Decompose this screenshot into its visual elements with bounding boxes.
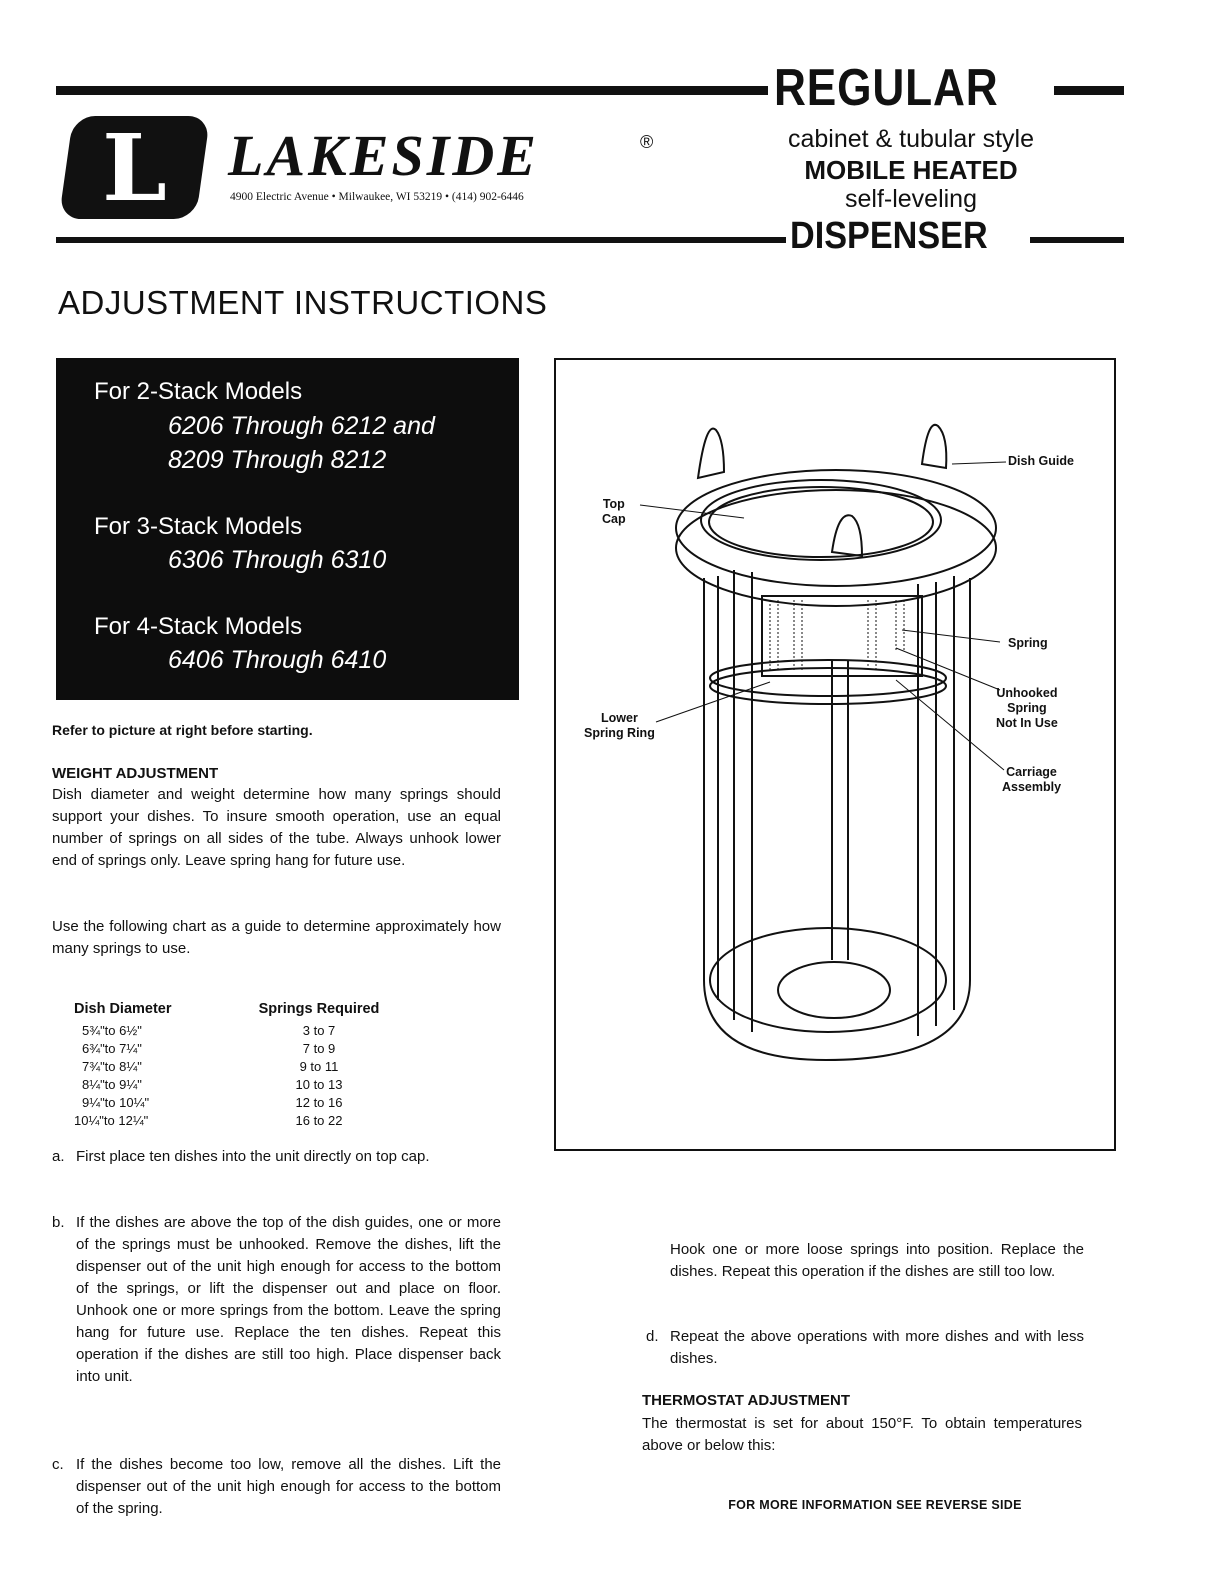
- chart-header-diameter: Dish Diameter: [74, 1001, 172, 1017]
- footer-note: FOR MORE INFORMATION SEE REVERSE SIDE: [728, 1498, 1022, 1512]
- label-unhooked-spring: Unhooked Spring Not In Use: [996, 686, 1058, 730]
- brand-name: LAKESIDE: [228, 123, 539, 188]
- table-row: [74, 1094, 404, 1112]
- label-top-cap: Top Cap: [602, 497, 626, 526]
- table-row: [74, 1076, 404, 1094]
- table-cell: 12 to 16: [295, 1095, 343, 1110]
- model-4stack-range: 6406 Through 6410: [168, 646, 387, 674]
- dispenser-diagram: [554, 358, 1116, 1151]
- registered-mark: ®: [640, 132, 654, 152]
- header-rule-bottom: [56, 237, 786, 243]
- step-b-text: If the dishes are above the top of the dish guides, one or more of the springs must be unhooked. Remove the dishes, lift the dispenser out of the unit high enough for access to the bottom of the springs, or lift the dispenser out and place on floor. Unhook one or more springs from the bottom. Leave the spring hang for future use. Replace the ten dishes. Repeat this operation if the dishes are still too high. Place dispenser back into unit.: [76, 1214, 501, 1385]
- step-a-text: First place ten dishes into the unit directly on top cap.: [76, 1148, 430, 1165]
- models-box: [56, 358, 519, 700]
- label-carriage-assembly: Carriage Assembly: [1002, 765, 1062, 794]
- title-dispenser: DISPENSER: [790, 215, 988, 257]
- subtitle-line3: self-leveling: [844, 185, 977, 213]
- subtitle-line1: cabinet & tubular style: [788, 125, 1034, 153]
- weight-adjustment-paragraph2: Use the following chart as a guide to determine approximately how many springs to use.: [52, 918, 501, 957]
- table-cell: 6¾"to 7¼": [82, 1041, 142, 1056]
- page-title: ADJUSTMENT INSTRUCTIONS: [58, 284, 548, 321]
- label-dish-guide: Dish Guide: [1008, 454, 1074, 468]
- thermostat-heading: THERMOSTAT ADJUSTMENT: [642, 1392, 851, 1409]
- label-spring: Spring: [1008, 636, 1048, 650]
- step-c-continued: Hook one or more loose springs into position. Replace the dishes. Repeat this operation if the dishes are still too low.: [670, 1241, 1084, 1280]
- table-cell: 9 to 11: [299, 1059, 339, 1074]
- table-cell: 16 to 22: [295, 1113, 343, 1128]
- model-3stack-title: For 3-Stack Models: [94, 513, 303, 540]
- table-cell: 7 to 9: [302, 1041, 336, 1056]
- refer-note: Refer to picture at right before starting.: [52, 722, 313, 738]
- model-3stack-range: 6306 Through 6310: [168, 546, 387, 574]
- label-lower-spring-ring: Lower Spring Ring: [584, 711, 655, 740]
- lakeside-logo: [59, 114, 210, 222]
- weight-adjustment-heading: WEIGHT ADJUSTMENT: [52, 765, 219, 782]
- table-cell: 10 to 13: [295, 1077, 343, 1092]
- table-cell: 5¾"to 6½": [82, 1023, 142, 1038]
- table-row: [74, 1058, 404, 1076]
- header-rule-bottom-right: [1030, 237, 1124, 243]
- chart-header-springs: Springs Required: [258, 1001, 380, 1017]
- model-2stack-range-1: 6206 Through 6212 and: [168, 412, 435, 440]
- step-d-marker: d.: [646, 1328, 659, 1345]
- table-cell: 10¼"to 12¼": [74, 1113, 149, 1128]
- step-b-marker: b.: [52, 1214, 65, 1231]
- header-rule-top: [56, 86, 768, 95]
- model-4stack-title: For 4-Stack Models: [94, 613, 303, 640]
- table-cell: 7¾"to 8¼": [82, 1059, 142, 1074]
- step-a-marker: a.: [52, 1148, 65, 1165]
- logo-letter: L: [102, 114, 167, 222]
- table-row: [74, 1112, 404, 1130]
- table-cell: 3 to 7: [302, 1023, 336, 1038]
- table-row: [74, 1022, 404, 1040]
- table-cell: 9¼"to 10¼": [82, 1095, 150, 1110]
- model-2stack-title: For 2-Stack Models: [94, 378, 303, 405]
- table-cell: 8¼"to 9¼": [82, 1077, 142, 1092]
- thermostat-text: The thermostat is set for about 150°F. To obtain temperatures above or below this:: [642, 1415, 1082, 1454]
- title-regular: REGULAR: [774, 59, 999, 117]
- company-address: 4900 Electric Avenue • Milwaukee, WI 53219 • (414) 902-6446: [230, 191, 524, 203]
- header-rule-top-right: [1054, 86, 1124, 95]
- step-d-text: Repeat the above operations with more dishes and with less dishes.: [670, 1328, 1084, 1367]
- table-row: [74, 1040, 404, 1058]
- spring-chart: [74, 1000, 404, 1130]
- subtitle-line2: MOBILE HEATED: [804, 155, 1018, 185]
- weight-adjustment-paragraph1: Dish diameter and weight determine how many springs should support your dishes. To insure smooth operation, use an equal number of springs on all sides of the tube. Always unhook lower end of springs only. Leave spring hang for future use.: [52, 786, 501, 869]
- model-2stack-range-2: 8209 Through 8212: [168, 446, 387, 474]
- step-c-marker: c.: [52, 1456, 64, 1473]
- dispenser-illustration: [556, 360, 1114, 1149]
- step-c-text: If the dishes become too low, remove all the dishes. Lift the dispenser out of the unit high enough for access to the bottom of the spring.: [76, 1456, 501, 1517]
